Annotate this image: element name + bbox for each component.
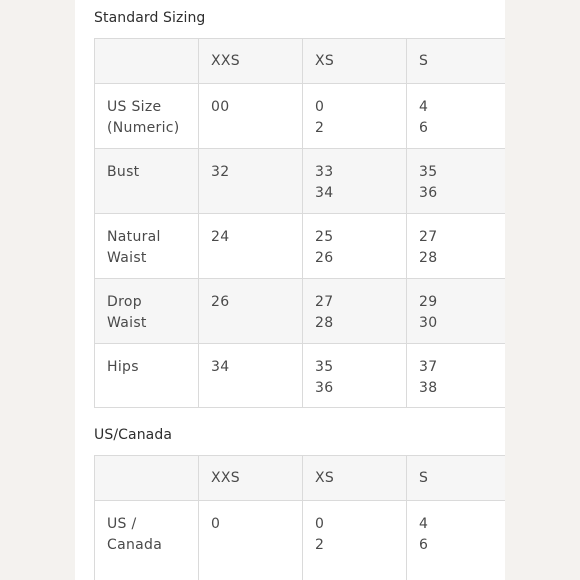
- header-cell-xxs: XXS: [199, 39, 303, 84]
- cell-value: 0: [199, 501, 303, 580]
- us-canada-table: [94, 455, 505, 580]
- cell-value: 29 30: [407, 279, 506, 344]
- cell-value: 37 38: [407, 344, 506, 408]
- cell-value: 35 36: [407, 149, 506, 214]
- cell-value: 34: [199, 344, 303, 408]
- header-cell-xs: XS: [303, 456, 407, 501]
- row-label-natural-waist: Natural Waist: [95, 214, 199, 279]
- standard-sizing-table: [94, 38, 505, 408]
- table-header-row: [95, 39, 506, 84]
- table-row: [95, 214, 506, 279]
- table-row: [95, 344, 506, 408]
- header-cell-xxs: XXS: [199, 456, 303, 501]
- cell-value: 4 6: [407, 501, 506, 580]
- section-title-standard-sizing: Standard Sizing: [94, 10, 206, 26]
- cell-value: 24: [199, 214, 303, 279]
- header-cell-xs: XS: [303, 39, 407, 84]
- table-row: [95, 279, 506, 344]
- table-row: [95, 501, 506, 580]
- row-label-hips: Hips: [95, 344, 199, 408]
- table-row: [95, 84, 506, 149]
- row-label-drop-waist: Drop Waist: [95, 279, 199, 344]
- row-label-bust: Bust: [95, 149, 199, 214]
- cell-value: 27 28: [407, 214, 506, 279]
- row-label-us-canada: US / Canada: [95, 501, 199, 580]
- cell-value: 00: [199, 84, 303, 149]
- header-cell-s: S: [407, 456, 506, 501]
- section-title-us-canada: US/Canada: [94, 427, 173, 443]
- cell-value: 25 26: [303, 214, 407, 279]
- header-cell-empty: [95, 39, 199, 84]
- table-header-row: [95, 456, 506, 501]
- cell-value: 32: [199, 149, 303, 214]
- cell-value: 0 2: [303, 501, 407, 580]
- cell-value: 35 36: [303, 344, 407, 408]
- cell-value: 0 2: [303, 84, 407, 149]
- table-row: [95, 149, 506, 214]
- header-cell-s: S: [407, 39, 506, 84]
- size-chart-panel: [75, 0, 505, 580]
- cell-value: 26: [199, 279, 303, 344]
- cell-value: 33 34: [303, 149, 407, 214]
- cell-value: 4 6: [407, 84, 506, 149]
- row-label-us-size: US Size (Numeric): [95, 84, 199, 149]
- cell-value: 27 28: [303, 279, 407, 344]
- header-cell-empty: [95, 456, 199, 501]
